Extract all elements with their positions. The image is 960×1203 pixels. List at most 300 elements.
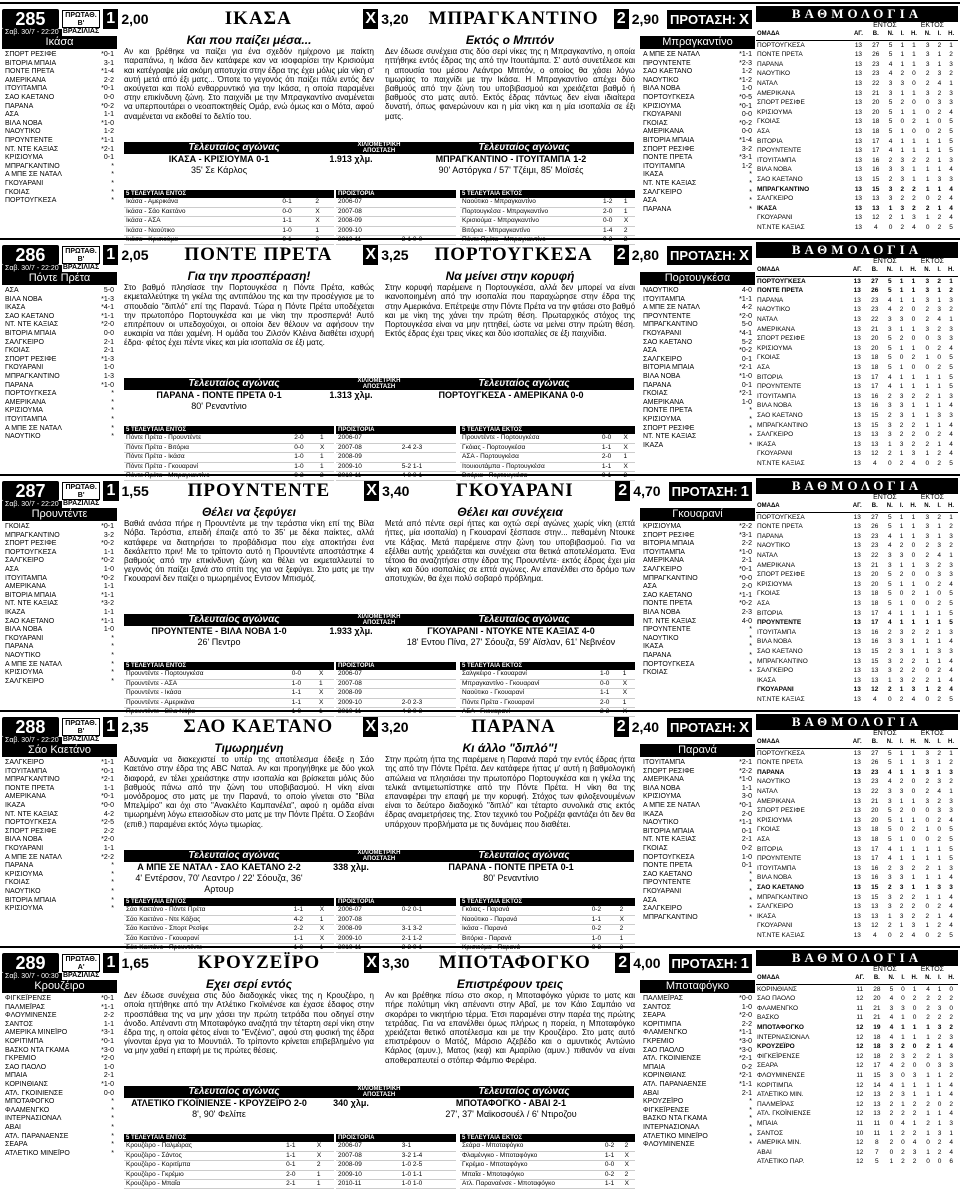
form-row (640, 146, 755, 155)
table-cell: 2 (618, 925, 635, 934)
prediction-label: ΠΡΟΤΑΣΗ: (669, 247, 737, 263)
table-cell: 2006-07 (336, 1142, 400, 1151)
standings-cell: 12 (871, 450, 879, 458)
standings-cell: 2 (889, 1091, 894, 1099)
home-odds: 1,65 (121, 955, 149, 971)
standings-cell: 5 (887, 335, 892, 343)
standings-cell: 23 (871, 778, 879, 786)
standings-cell: 3 (949, 1119, 953, 1127)
standings-cell: 2 (937, 686, 941, 694)
standings-cell: 3 (888, 195, 893, 203)
standings-row (756, 512, 958, 522)
table-cell: 3-1 (400, 1142, 456, 1151)
standings-row (756, 551, 958, 561)
standings-cell: 3 (888, 185, 893, 193)
standings-cell: 0 (901, 1071, 905, 1079)
standings-cell: 3 (912, 1071, 917, 1079)
result: * (111, 1141, 114, 1149)
standings-cell: 2 (899, 807, 904, 815)
table-cell: 2007-08 (336, 679, 400, 688)
standings-row (756, 647, 958, 657)
last-match-score: ΙΚΑΣΑ - ΚΡΙΣΙΟΥΜΑ 0-1 (168, 154, 270, 164)
standings-cell: 0 (926, 1062, 930, 1070)
standings-cell: 2 (925, 440, 930, 448)
standings-cell: 1 (912, 51, 916, 59)
standings-cell: 2 (899, 459, 904, 467)
outcome-1-box: 1 (103, 245, 118, 265)
standings-cell: 1 (911, 277, 916, 285)
standings-cell: 1 (912, 175, 916, 183)
league-label: ΠΡΩΤΑΘ. Β' ΒΡΑΖΙΛΙΑΣ (62, 720, 100, 743)
table-cell: 2-1 (284, 1180, 315, 1189)
standings-cell: 1 (937, 1110, 942, 1118)
standings-cell: 2 (911, 421, 916, 429)
result: 2-1 (741, 557, 752, 565)
standings-cell: 1 (888, 204, 893, 212)
result: *0-1 (101, 767, 114, 775)
standings-cell: 2 (937, 89, 942, 97)
standings-cell: 1 (949, 787, 953, 795)
home-away-header (756, 22, 958, 30)
standings-col-header: Ν. (921, 30, 935, 40)
table-row (124, 198, 334, 207)
standings-cell: ΣΑΟ ΠΑΟΛΟ (757, 995, 796, 1003)
table-cell: 2 (622, 226, 635, 235)
form-row (2, 1047, 117, 1056)
table-row (460, 679, 635, 688)
standings-cell: 12 (856, 1023, 864, 1031)
opponent-name: ΝΑΟΥΤΙΚΟ (5, 433, 41, 441)
standings-cell: 0 (925, 363, 930, 371)
standings-cell: 1 (925, 874, 930, 882)
form-row (2, 128, 117, 137)
standings-cell: 4 (872, 459, 877, 467)
standings-cell: 3 (937, 542, 941, 550)
standings-cell: 1 (911, 619, 916, 627)
standings-cell: 23 (871, 296, 879, 304)
standings-cell: 1 (937, 60, 942, 68)
standings-cell: 13 (873, 1091, 881, 1099)
opponent-name: ΒΙΛΑ ΝΟΒΑ (5, 295, 43, 303)
standings-cell: 13 (853, 335, 861, 343)
opponent-name: ΜΠΡΑΓΚΑΝΤΙΝΟ (643, 321, 698, 329)
standings-cell: 1 (937, 874, 941, 882)
standings-cell: 13 (854, 185, 863, 193)
standings-cell: 4 (911, 459, 916, 467)
form-row (2, 339, 117, 348)
form-row (2, 382, 117, 391)
standings-row (756, 98, 958, 108)
standings-col-header: Ν. (920, 266, 934, 276)
table-cell: 1-0 (290, 708, 317, 717)
result: 1-0 (741, 853, 752, 861)
standings-cell: 1 (899, 523, 904, 531)
standings-cell: ΙΚΑΣΑ (757, 676, 776, 684)
standings-cell: 2 (912, 1158, 917, 1166)
last-match-label: Τελευταίος αγώνας (188, 1086, 280, 1097)
result: *0-1 (101, 995, 114, 1002)
standings-cell: 2 (911, 392, 916, 400)
result: 0-1 (741, 355, 752, 363)
opponent-name: ΝΤ. ΝΤΕ ΚΑΞΙΑΣ (5, 145, 59, 153)
standings-cell: 3 (899, 787, 904, 795)
result: * (111, 433, 114, 441)
standings-cell: 4 (949, 431, 953, 439)
standings-cell: 2 (911, 431, 916, 439)
standings-cell: 13 (854, 70, 863, 78)
standings-col-header: Η. (908, 974, 922, 984)
standings-cell: 1 (937, 204, 942, 212)
standings-cell: 20 (871, 807, 879, 815)
result: * (111, 677, 114, 685)
opponent-name: ΠΡΟΥΝΤΕΝΤΕ (643, 626, 691, 634)
result: * (749, 651, 752, 659)
table-cell: 2 (315, 1161, 334, 1170)
result: *3-0 (101, 1046, 114, 1054)
standings-cell: 5 (949, 383, 953, 391)
result: * (111, 643, 114, 651)
standings-cell: 2 (888, 214, 893, 222)
standings-cell: 3 (925, 41, 930, 49)
home-team-name: ΠΟΝΤΕ ΠΡΕΤΑ (184, 244, 333, 265)
prediction-value: Χ (739, 718, 750, 736)
table-row (336, 226, 456, 235)
standings-cell: 2 (925, 70, 930, 78)
standings-cell: ΠΟΝΤΕ ΠΡΕΤΑ (757, 759, 803, 767)
table-cell: Χ (622, 217, 635, 226)
standings-cell: ΚΡΟΥΖΕΪΡΟ (757, 1043, 795, 1051)
form-list-title: Προυντέντε (2, 508, 117, 521)
distance-label: ΧΙΛΙΟΜΕΤΡΙΚΗ ΑΠΟΣΤΑΣΗ (357, 614, 401, 626)
standings-cell: 3 (925, 523, 930, 531)
standings-row (756, 561, 958, 571)
standings-cell: 18 (871, 363, 879, 371)
standings-row (756, 430, 958, 440)
standings-cell: 18 (873, 1052, 881, 1060)
table-cell: 2-0 2-3 (400, 698, 456, 707)
table-row (336, 1161, 456, 1170)
table-cell: 0-2 0-1 (400, 906, 456, 915)
standings-cell: 1 (937, 619, 941, 627)
standings-cell: 4 (937, 551, 941, 559)
table-cell: 2006-07 (336, 906, 400, 915)
table-row (124, 906, 334, 915)
opponent-name: ΑΜΕΡΙΚΑ ΜΙΝΕΪΡΟ (5, 1029, 68, 1037)
table-cell (400, 679, 456, 688)
standings-cell: 16 (871, 402, 879, 410)
standings-cell: 5 (949, 354, 953, 362)
standings-cell: 0 (901, 995, 905, 1003)
standings-cell: 1 (887, 676, 892, 684)
standings-cell: 1 (937, 1043, 942, 1051)
standings-col-header: Η. (944, 266, 958, 276)
standings-cell: 5 (887, 826, 892, 834)
standings-row (756, 902, 958, 912)
form-row (2, 111, 117, 120)
result: 2-1 (103, 347, 114, 355)
article-title: Εκτός ο Μπιτόν (465, 33, 555, 47)
table-row (124, 689, 334, 698)
result: *4-1 (101, 304, 114, 312)
away-side-form-list (640, 272, 755, 450)
standings-cell: 3 (937, 335, 941, 343)
standings-col-header: Β. (868, 30, 884, 40)
article-text: Αν και βρέθηκε πίσω στο σκορ, η Μποταφόγκο γύρισε το ματς και πήρε πολύτιμη νίκη απέναντι στην Αβαΐ, με τον Κάιο Σαμπάιο να σκοράρει το νικητήριο τέρμα. Έτσι παραμένει στην παρέα της πρώτης τετράδας. Για να επανέλθει όμως πλήρως η πορεία, η Μποταφόγκο χρειάζεται θετικό αποτέλεσμα και με την Κρουζέιρο. Στο ματς αυτό επιστρέφουν ο Ματόζ, Μάρσιο Αζεβέδο και ο αμυντικός Αντώνιο Κάρλος (αμυν.), Ματος (κεφ) και Αμαρίλιο (αμυν.) πιθανόν να είναι αποθεραπευτεί ο στόπερ Φάμπιο Φερέιρα. (385, 991, 635, 1065)
standings-cell: 2 (899, 421, 904, 429)
standings-cell: 10 (856, 1129, 864, 1137)
standings-cell: 13 (853, 903, 861, 911)
standings-cell: ΑΒΑΙ (757, 1148, 772, 1156)
standings-cell: 3 (937, 647, 941, 655)
table-row (460, 1142, 635, 1151)
standings-cell: 3 (887, 315, 892, 323)
table-cell: 0-1 (600, 472, 622, 481)
standings-cell: 4 (949, 204, 953, 212)
result: * (749, 626, 752, 634)
result: * (749, 634, 752, 642)
form-row (640, 1115, 755, 1124)
table-cell: 2006-07 (336, 670, 400, 679)
standings-row (756, 1033, 958, 1043)
standings-cell: 15 (871, 883, 879, 891)
form-row (640, 407, 755, 416)
form-row (640, 304, 755, 313)
standings-cell: 1 (937, 137, 942, 145)
standings-cell: 1 (949, 315, 953, 323)
standings-cell: 5 (887, 599, 892, 607)
opponent-name: ΣΑΟ ΚΑΕΤΑΝΟ (5, 312, 55, 320)
standings-row (756, 768, 958, 778)
standings-cell: 13 (871, 912, 879, 920)
match-date: Σαβ. 30/7 - 22:20 (2, 501, 62, 508)
standings-row (756, 156, 958, 166)
opponent-name: ΑΣΑ (5, 287, 19, 294)
standings-cell: 5 (949, 855, 953, 863)
standings-cell: 0 (925, 344, 930, 352)
opponent-name: ΝΑΟΥΤΙΚΟ (643, 819, 679, 827)
form-row (640, 330, 755, 339)
result: 1-1 (103, 844, 114, 852)
form-row (640, 802, 755, 811)
table-cell: 2009-10 (336, 1170, 400, 1179)
table-cell: Προυντέντε - Πορτουγκέσα (124, 670, 290, 679)
standings-cell: 1 (937, 1081, 942, 1089)
standings-cell: 2 (949, 287, 953, 295)
result: * (111, 862, 114, 870)
table-row (336, 934, 456, 943)
table-row (336, 670, 456, 679)
standings-cell: 4 (888, 70, 893, 78)
standings-cell: 4 (888, 137, 893, 145)
standings-cell: ΣΑΝΤΟΣ (757, 1129, 783, 1137)
standings-cell: 13 (853, 657, 861, 665)
table-cell: Χ (315, 1142, 334, 1151)
table-cell: Πόντε Πρέτα - Γκουαρανί (124, 462, 292, 471)
standings-cell: 0 (887, 459, 892, 467)
standings-row (756, 797, 958, 807)
form-row (2, 399, 117, 408)
away-label: ΕΚΤΟΣ (920, 22, 944, 29)
draw-odds: 3,20 (381, 719, 409, 735)
table-cell: 2-4 2-3 (400, 443, 456, 452)
result: *2-1 (739, 390, 752, 398)
form-row (2, 60, 117, 69)
standings-cell: 5 (887, 759, 892, 767)
table-cell: 0-0 (603, 1161, 623, 1170)
standings-cell: 13 (853, 392, 861, 400)
standings-cell: 2 (899, 778, 904, 786)
table-cell: 0-2 (603, 1170, 623, 1179)
standings-cell: ΜΠΡΑΓΚΑΝΤΙΝΟ (757, 893, 808, 901)
opponent-name: ΣΑΟ ΚΑΕΤΑΝΟ (643, 870, 693, 878)
result: * (111, 407, 114, 415)
standings-cell: 4 (949, 1110, 953, 1118)
standings-cell: 13 (871, 440, 879, 448)
standings-cell: 12 (856, 1081, 864, 1089)
result: 2-2 (741, 540, 752, 548)
standings-cell: ΝΤ.ΝΤΕ ΚΑΞΙΑΣ (757, 931, 805, 939)
standings-cell: 4 (949, 1081, 953, 1089)
table-cell: 1-0 (292, 462, 318, 471)
table-row (124, 934, 334, 943)
standings-cell: 1 (899, 845, 904, 853)
opponent-name: ΠΡΟΥΝΤΕΝΤΕ (643, 879, 691, 887)
table-row (336, 1170, 456, 1179)
home-side-form-list (2, 744, 117, 914)
form-row (640, 811, 755, 820)
standings-cell: 5 (887, 571, 892, 579)
standings-cell: 1 (937, 1119, 942, 1127)
form-row (640, 566, 755, 575)
opponent-name: ΑΜΕΡΙΚΑΝΑ (643, 398, 684, 406)
standings-cell: 13 (853, 580, 861, 588)
standings-cell: 1 (912, 41, 916, 49)
opponent-name: ΓΚΡΕΜΙΟ (643, 1037, 675, 1045)
standings-cell: ΚΟΡΙΤΙΜΠΑ (757, 1081, 793, 1089)
standings-cell: 3 (925, 325, 930, 333)
standings-row (756, 1081, 958, 1091)
form-row (640, 128, 755, 137)
table-header: 5 ΤΕΛΕΥΤΑΙΑ ΕΝΤΟΣ (124, 1134, 334, 1142)
standings-cell: 3 (887, 421, 892, 429)
result: *3-1 (101, 1029, 114, 1037)
distance-km: 1.313 χλμ. (329, 390, 373, 400)
result: * (749, 171, 752, 179)
standings-cell: 2 (937, 797, 941, 805)
standings-cell: 1 (899, 609, 904, 617)
standings-cell: ΠΡΟΥΝΤΕΝΤΕ (757, 147, 802, 155)
away-odds: 2,90 (631, 11, 659, 27)
standings-cell: 3 (899, 864, 904, 872)
standings-cell: 16 (871, 392, 879, 400)
standings-cell: 3 (937, 1023, 942, 1031)
form-row (2, 1124, 117, 1133)
standings-cell: ΠΡΟΥΝΤΕΝΤΕ (757, 383, 802, 391)
standings-cell: 0 (925, 903, 930, 911)
standings-cell: 4 (887, 296, 892, 304)
table-row (460, 443, 635, 452)
prediction-value: Χ (739, 246, 750, 264)
result: * (111, 1098, 114, 1106)
standings-cell: 3 (900, 204, 905, 212)
standings-cell: 4 (949, 874, 953, 882)
standings-cell: 1 (937, 768, 941, 776)
standings-cell: 3 (925, 89, 930, 97)
opponent-name: ΑΤΛ. ΠΑΡΑΝΑΕΝΣΕ (643, 1080, 707, 1088)
table-cell: Προυντέντε - Βίλα Νόβα (124, 708, 290, 717)
table-cell: 1 (318, 462, 334, 471)
standings-cell: 2 (925, 315, 930, 323)
result: * (111, 879, 114, 887)
home-side-form-list (2, 36, 117, 206)
standings-cell: 2 (937, 127, 942, 135)
last-match-bar (124, 142, 634, 154)
standings-cell: 0 (925, 108, 930, 116)
table-cell: 1-1 (292, 906, 318, 915)
standings-col-header: Ν. (883, 502, 897, 512)
result: 1-2 (741, 68, 752, 76)
standings-cell: ΝΤ.ΝΤΕ ΚΑΞΙΑΣ (757, 459, 805, 467)
table-cell: Κρουζέιρο - Κοριτίμπα (124, 1161, 284, 1170)
standings-cell: 4 (949, 450, 953, 458)
table-cell: 2 (623, 1170, 635, 1179)
standings-cell: 1 (937, 383, 941, 391)
standings-cell: 5 (887, 590, 892, 598)
last-match-bar (124, 1086, 634, 1098)
form-list-title: Κρουζέιρο (2, 980, 117, 993)
standings-cell: 2 (937, 363, 941, 371)
form-row (2, 364, 117, 373)
standings-cell: 3 (949, 325, 953, 333)
result: * (749, 415, 752, 423)
table-cell: 1-2 (601, 198, 622, 207)
standings-cell: 1 (899, 768, 904, 776)
art-away-article (385, 977, 635, 1065)
form-row (2, 583, 117, 592)
form-row (640, 287, 755, 296)
standings-cell: 0 (926, 1158, 930, 1166)
opponent-name: ΠΟΡΤΟΥΓΚΕΣΑ (5, 819, 57, 827)
standings-cell: 3 (937, 778, 941, 786)
opponent-name: ΠΟΡΤΟΥΓΚΕΣΑ (5, 390, 57, 398)
standings-cell: 0 (937, 590, 941, 598)
standings-cell: 4 (949, 1148, 953, 1156)
standings-cell: 13 (853, 523, 861, 531)
standings-cell: 5 (887, 580, 892, 588)
standings-cell: 2 (926, 1052, 930, 1060)
result: 0-2 (741, 844, 752, 852)
form-row (640, 399, 755, 408)
standings-cell: 13 (853, 571, 861, 579)
standings-cell: 1 (901, 1023, 905, 1031)
opponent-name: ΦΙΓΚΕΪΡΕΝΣΕ (5, 995, 52, 1002)
standings-cell: 12 (871, 922, 879, 930)
table-cell: 0-1 (284, 1161, 315, 1170)
form-row (640, 1141, 755, 1150)
opponent-name: ΣΠΟΡΤ ΡΕΣΙΦΕ (643, 145, 695, 153)
standings-cell: 13 (854, 127, 863, 135)
form-row (640, 776, 755, 785)
standings-cell: 1 (900, 89, 905, 97)
form-row (2, 793, 117, 802)
table-cell: 2 (313, 236, 334, 245)
standings-cell: 15 (871, 421, 879, 429)
form-row (640, 111, 755, 120)
standings-cell: 4 (949, 816, 953, 824)
table-cell: 2-1 1-2 (400, 934, 456, 943)
standings-cell: ΣΑΛΓΚΕΙΡΟ (757, 431, 794, 439)
standings-row (756, 223, 958, 233)
